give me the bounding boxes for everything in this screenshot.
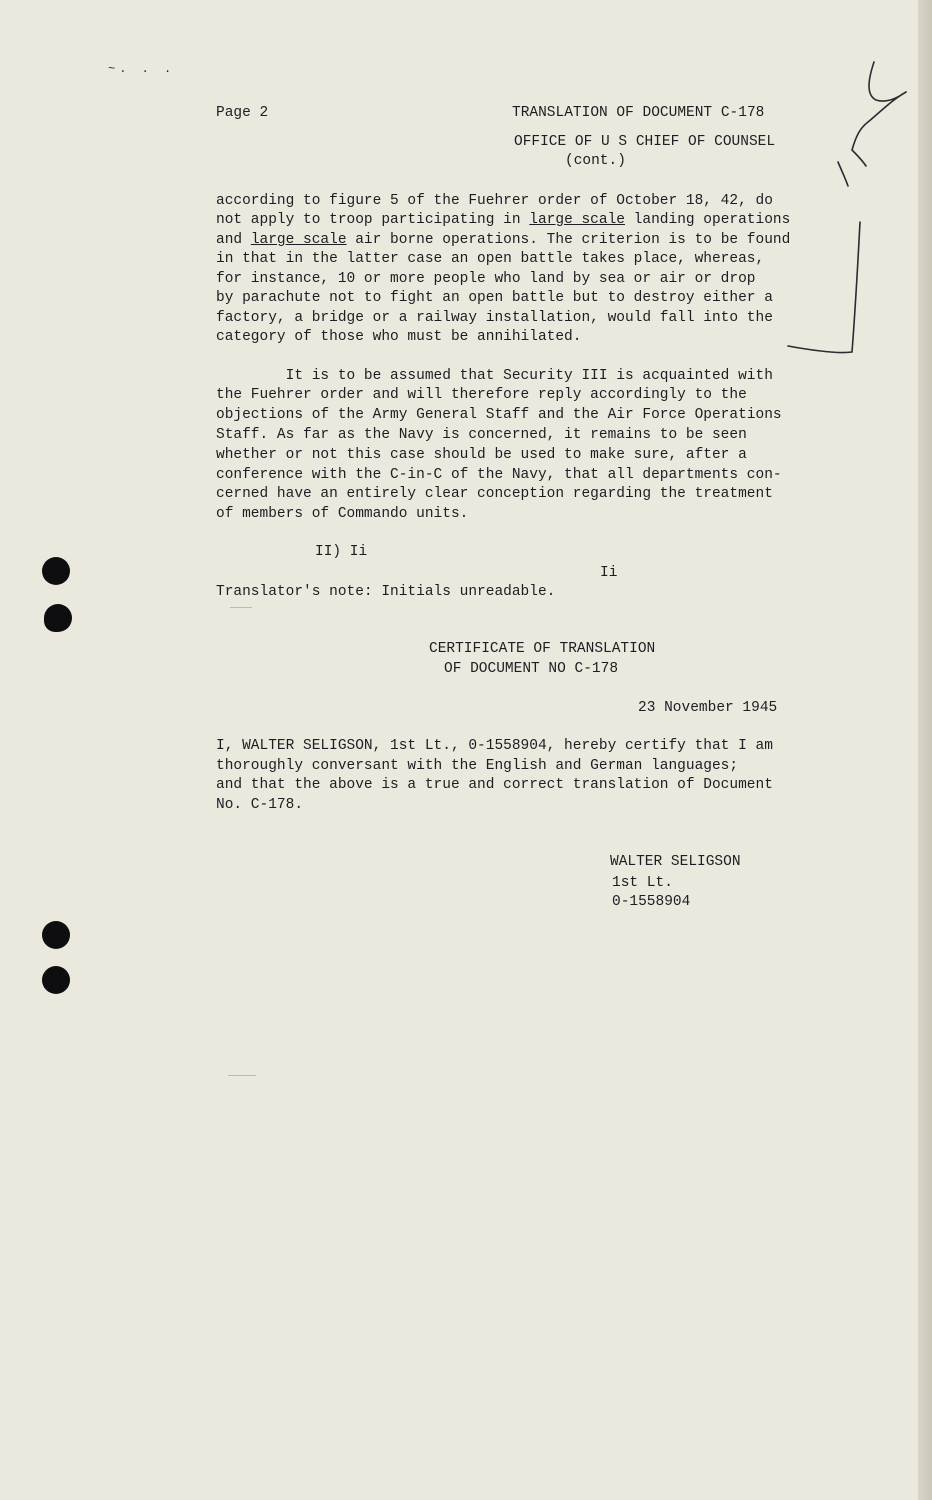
text-run: and — [216, 232, 251, 248]
continued-label: (cont.) — [565, 153, 626, 169]
para2-line: conference with the C-in-C of the Navy, that all departments con- — [216, 467, 782, 483]
translator-note: Translator's note: Initials unreadable. — [216, 584, 556, 600]
text-run: air borne operations. The criterion is to be found — [346, 232, 791, 248]
para2-line: It is to be assumed that Security III is acquainted with — [216, 368, 773, 384]
binder-hole — [42, 557, 70, 585]
para2-line: the Fuehrer order and will therefore reply accordingly to the — [216, 387, 747, 403]
certificate-body-line: thoroughly conversant with the English and German languages; — [216, 758, 739, 774]
para2-line: of members of Commando units. — [216, 506, 469, 522]
faint-mark — [228, 1075, 256, 1076]
para1-line: according to figure 5 of the Fuehrer order of October 18, 42, do — [216, 193, 773, 209]
top-corner-mark: ~. . . — [108, 62, 176, 76]
initials-line: II) Ii — [315, 544, 368, 560]
signature-serial: 0-1558904 — [612, 894, 691, 910]
binder-hole — [42, 966, 70, 994]
certificate-title: CERTIFICATE OF TRANSLATION — [429, 641, 656, 657]
certificate-body-line: No. C-178. — [216, 797, 304, 813]
para2-line: objections of the Army General Staff and the Air Force Operations — [216, 407, 782, 423]
para1-line: factory, a bridge or a railway installation, would fall into the — [216, 310, 773, 326]
para2-line: Staff. As far as the Navy is concerned, it remains to be seen — [216, 427, 747, 443]
para1-line: category of those who must be annihilated. — [216, 329, 582, 345]
certificate-date: 23 November 1945 — [638, 700, 778, 716]
para1-line: in that in the latter case an open battle takes place, whereas, — [216, 251, 765, 267]
binder-hole — [44, 604, 72, 632]
para2-line: whether or not this case should be used to make sure, after a — [216, 447, 747, 463]
underlined-text: large scale — [250, 232, 347, 248]
office-title: OFFICE OF U S CHIEF OF COUNSEL — [514, 134, 776, 150]
page-label: Page 2 — [216, 105, 269, 121]
text-run: not apply to troop participating in — [216, 212, 530, 228]
signature-rank: 1st Lt. — [612, 875, 673, 891]
binder-hole — [42, 921, 70, 949]
faint-mark — [230, 607, 252, 608]
text-run: landing operations — [624, 212, 791, 228]
para1-line: by parachute not to fight an open battle but to destroy either a — [216, 290, 773, 306]
signature-name: WALTER SELIGSON — [610, 854, 741, 870]
para1-line: for instance, 10 or more people who land by sea or air or drop — [216, 271, 756, 287]
para2-line: cerned have an entirely clear conception regarding the treatment — [216, 486, 773, 502]
underlined-text: large scale — [529, 212, 625, 228]
certificate-body-line: I, WALTER SELIGSON, 1st Lt., 0-1558904, hereby certify that I am — [216, 738, 773, 754]
certificate-body-line: and that the above is a true and correct translation of Document — [216, 777, 773, 793]
handwritten-margin-bracket — [0, 0, 932, 400]
document-title: TRANSLATION OF DOCUMENT C-178 — [512, 105, 765, 121]
initials-line-2: Ii — [600, 565, 618, 581]
certificate-subtitle: OF DOCUMENT NO C-178 — [444, 661, 619, 677]
